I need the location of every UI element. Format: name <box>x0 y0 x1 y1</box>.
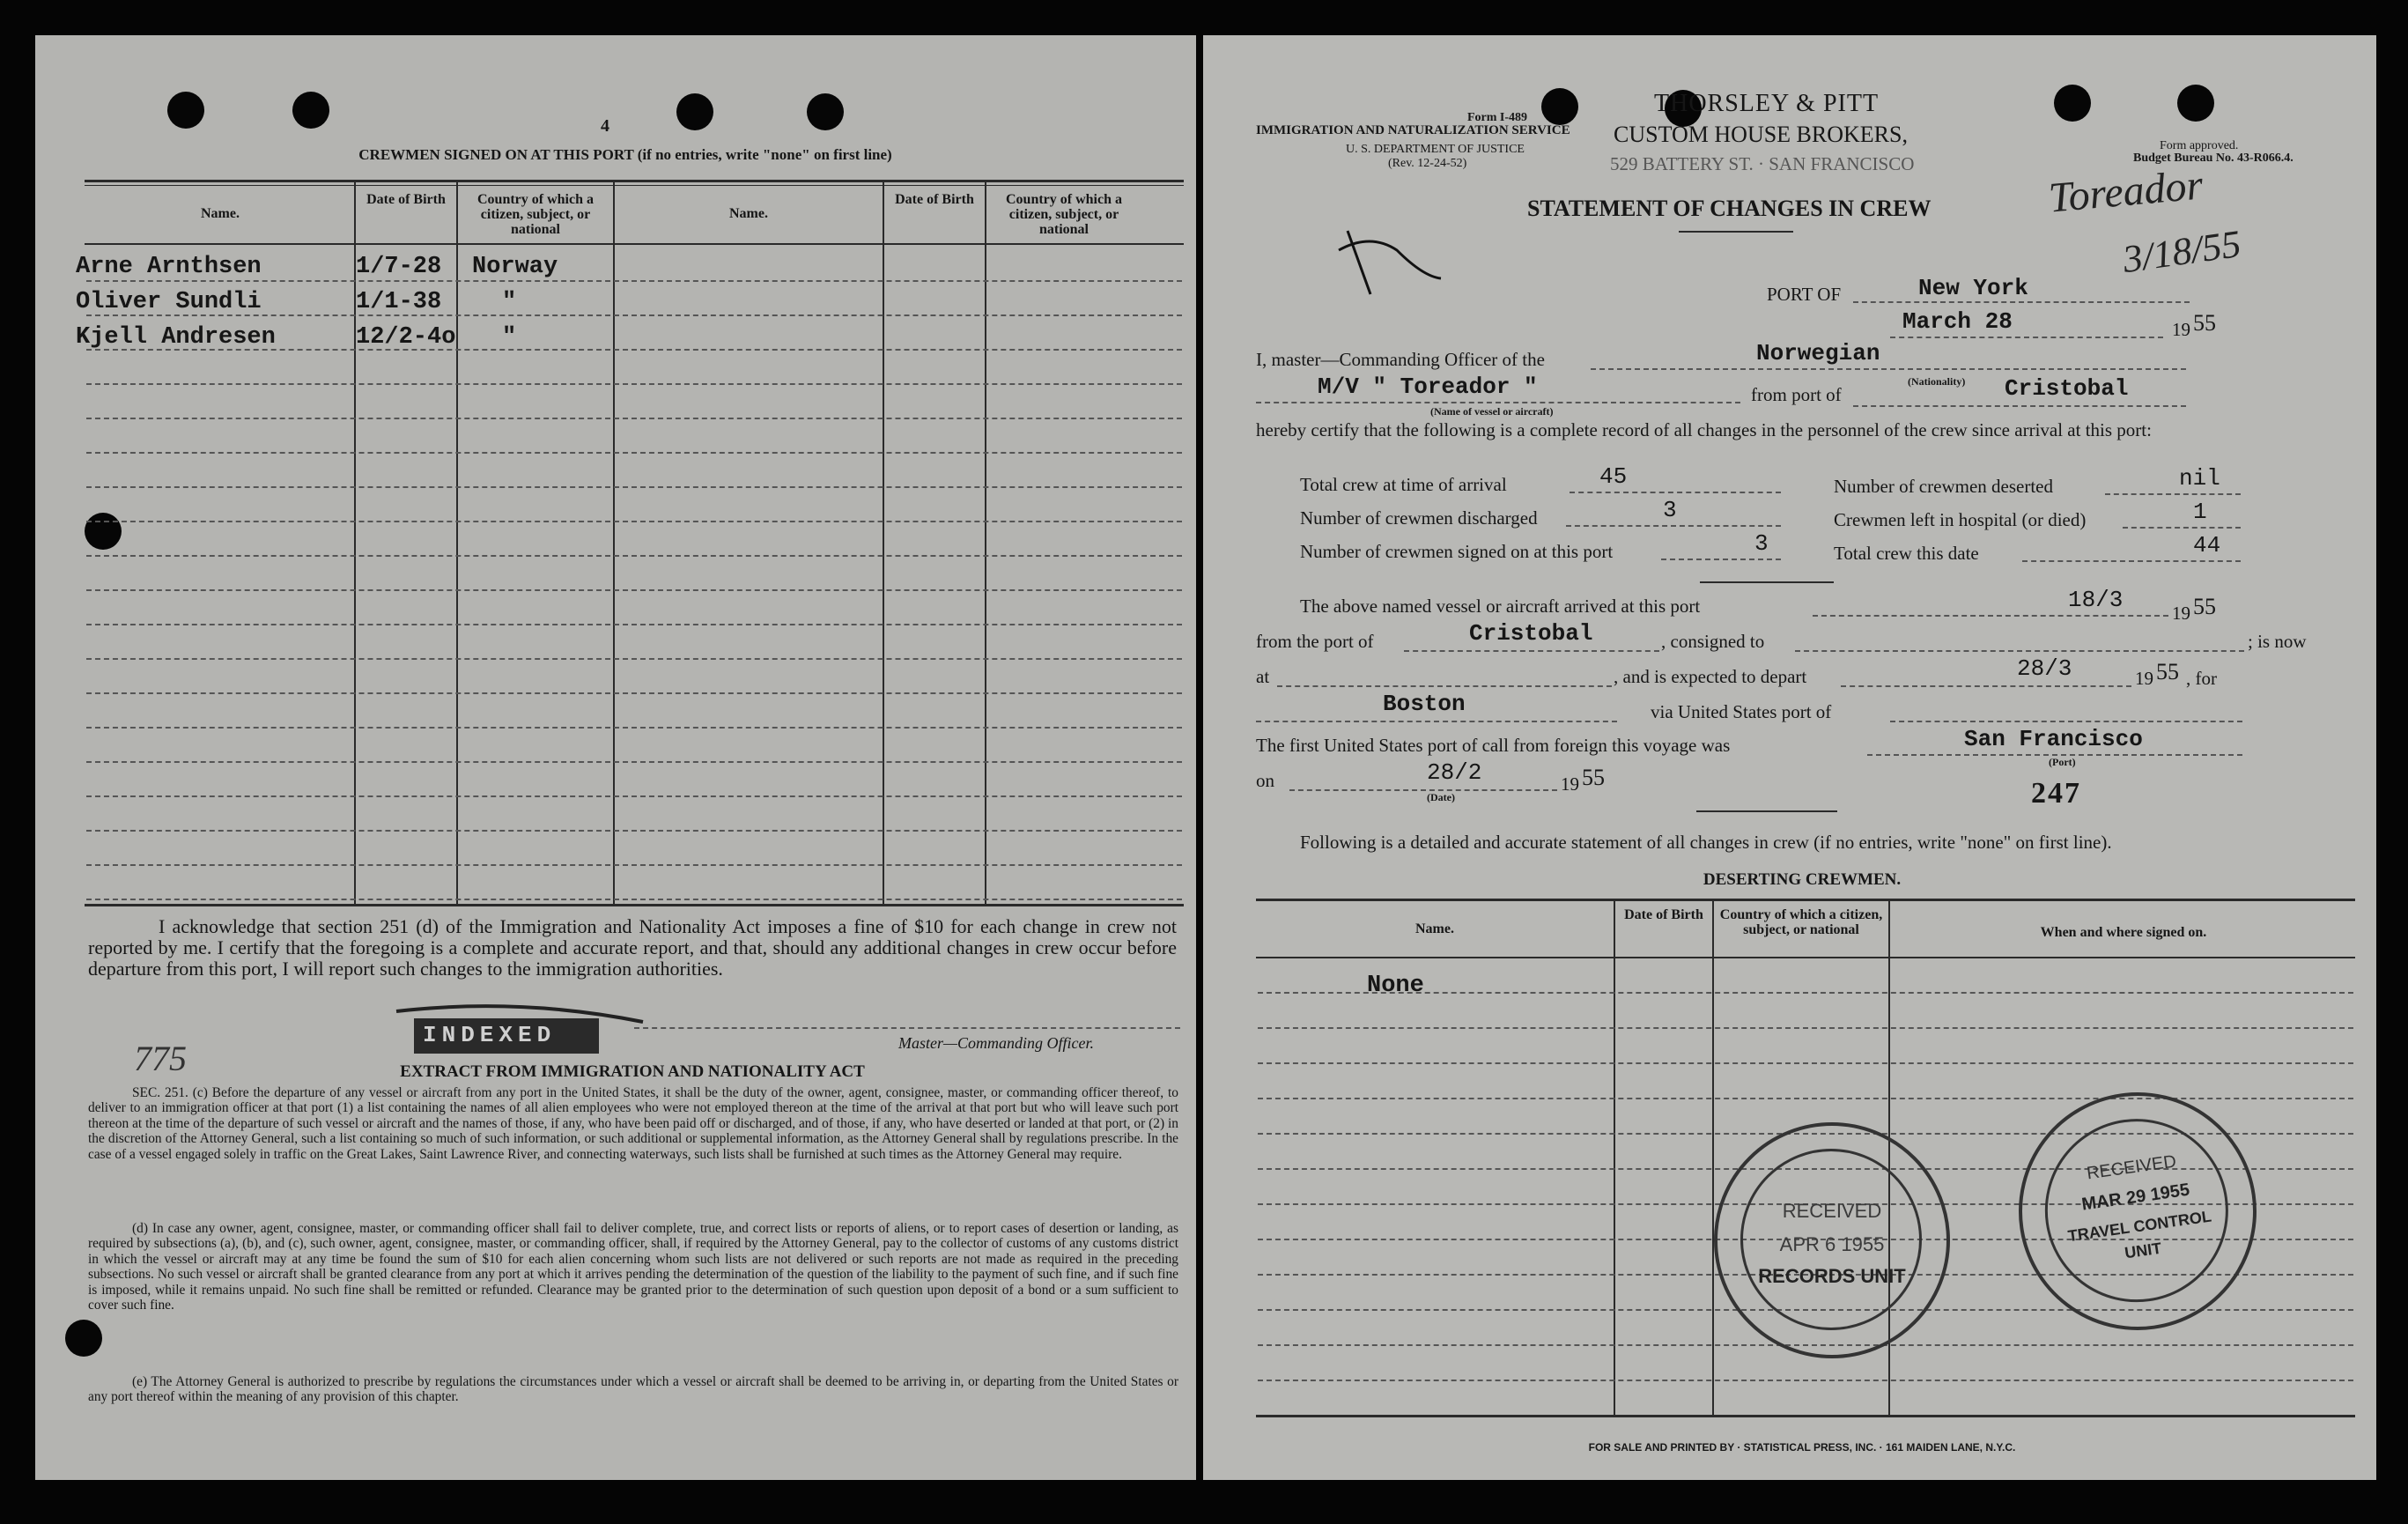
number-247: 247 <box>2031 777 2081 810</box>
row-line <box>86 555 1182 557</box>
consigned-line <box>1795 650 2244 652</box>
nationality-caption: (Nationality) <box>1908 375 1966 388</box>
row-line <box>1258 1380 2353 1381</box>
row-line <box>86 624 1182 625</box>
year-prefix: 19 <box>2172 319 2190 340</box>
travel-control-stamp: RECEIVED MAR 29 1955 TRAVEL CONTROL UNIT <box>2004 1077 2272 1346</box>
year-prefix: 19 <box>2135 668 2153 689</box>
crew-dob: 1/1-38 <box>356 289 442 315</box>
port-label: PORT OF <box>1767 284 1842 305</box>
col-header-country: Country of which a citizen, subject, or national <box>1005 192 1122 237</box>
at-line <box>1277 685 1612 687</box>
punch-hole <box>65 1320 102 1357</box>
stat-line <box>2105 493 2241 495</box>
row-line <box>86 864 1182 866</box>
row-line <box>86 692 1182 694</box>
from-port2-line <box>1404 650 1659 652</box>
via-label: via United States port of <box>1651 701 1832 722</box>
stat-label: Total crew at time of arrival <box>1300 474 1507 495</box>
col-header-country: Country of which a citizen, subject, or national <box>1719 907 1883 937</box>
row-line <box>86 589 1182 591</box>
broker-address: 529 BATTERY ST. · SAN FRANCISCO <box>1610 153 1915 174</box>
col-header-name: Name. <box>729 206 768 221</box>
row-line <box>86 280 1182 282</box>
vessel-line <box>1256 402 1740 403</box>
from-port-value: Cristobal <box>2005 375 2129 402</box>
crew-name: Arne Arnthsen <box>76 254 262 280</box>
handwritten-date: 3/18/55 <box>2120 221 2244 282</box>
row-line <box>86 452 1182 454</box>
table-bottom-rule <box>1256 1415 2355 1417</box>
punch-hole <box>85 513 122 550</box>
punch-hole <box>292 92 329 129</box>
revision: (Rev. 12-24-52) <box>1388 157 1467 170</box>
certify-text: hereby certify that the following is a complete record of all changes in the personnel of the crew since arrival at this port: <box>1256 419 2152 440</box>
on-line <box>1289 789 1557 791</box>
stat-label: Number of crewmen deserted <box>1834 476 2053 497</box>
nationality-value: Norwegian <box>1756 340 1880 366</box>
from-port-line <box>1853 405 2186 407</box>
arrived-line <box>1813 615 2168 617</box>
date-line <box>1890 337 2163 338</box>
from-port-label: from port of <box>1751 384 1842 405</box>
stat-label: Crewmen left in hospital (or died) <box>1834 509 2087 530</box>
form-approved: Form approved. <box>2160 139 2239 152</box>
col-header-dob: Date of Birth <box>895 192 974 207</box>
col-header-name: Name. <box>201 206 240 221</box>
right-page <box>1203 35 2376 1480</box>
from-port2-label: from the port of <box>1256 631 1374 652</box>
broker-line: CUSTOM HOUSE BROKERS, <box>1614 122 1908 147</box>
section-title: CREWMEN SIGNED ON AT THIS PORT (if no entries, write "none" on first line) <box>358 146 892 163</box>
section-251-c: SEC. 251. (c) Before the departure of any vessel or aircraft from any port in the United States, it shall be the duty of the owner, agent, consignee, master, or commanding officer thereof, to deliver to an immigration officer at that port (1) a list containing the names of all alien employees who were not employed thereon at the time of the arrival at that port but who will leave such port thereon at the time of the departure of such vessel or aircraft and the names of those, if any, who have been paid off or discharged, and of those, if any, who have deserted or landed at that port, or (2) in the discretion of the Attorney General, such a list containing so much of such information, or such additional or supplemental information, as the Attorney General shall by regulations prescribe. In the case of a vessel engaged solely in traffic on the Great Lakes, Saint Lawrence River, and connecting waterways, such lists shall be furnished at such times as the Attorney General may require. <box>88 1085 1178 1162</box>
printer-footer: FOR SALE AND PRINTED BY · STATISTICAL PRESS, INC. · 161 MAIDEN LANE, N.Y.C. <box>1588 1441 2016 1454</box>
nationality-line <box>1591 368 2186 370</box>
extract-title: EXTRACT FROM IMMIGRATION AND NATIONALITY ACT <box>400 1062 865 1081</box>
row-line <box>86 899 1182 900</box>
depart-year: 55 <box>2156 659 2179 684</box>
stat-value: 3 <box>1663 497 1677 523</box>
punch-hole <box>807 93 844 130</box>
table-top-rule <box>1256 899 2355 901</box>
crew-country: " <box>502 289 517 315</box>
stat-value: 1 <box>2193 499 2207 525</box>
row-line <box>86 795 1182 797</box>
stat-line <box>2123 527 2241 529</box>
row-line <box>86 521 1182 522</box>
col-divider <box>1712 900 1714 1415</box>
crew-dob: 12/2-4o <box>356 324 456 351</box>
is-now-label: ; is now <box>2248 631 2307 652</box>
port-value: New York <box>1918 275 2028 301</box>
stat-value: nil <box>2179 465 2220 492</box>
indexed-stamp: INDEXED <box>388 1002 652 1059</box>
section-251-d: (d) In case any owner, agent, consignee, master, or commanding officer shall fail to deliver complete, true, and correct lists or reports of aliens, or to report cases of desertion or landing, as required by subsections (a), (b), and (c), such owner, agent, consignee, master, or commanding officer, shall, if required by the Attorney General, pay to the collector of customs of any customs district in which the vessel or aircraft may at any time be found the sum of $10 for each alien concerning whom such lists are not delivered or such reports are not made as required in the preceding subsections. No such vessel or aircraft shall be granted clearance from any port at which it arrives pending the determination of the question of the liability to the payment of such fine, and if such fine is imposed, while it remains unpaid. No such fine shall be remitted or refunded. Clearance may be granted prior to the determination of such question upon deposit of a bond or a sum sufficient to cover such fine. <box>88 1221 1178 1313</box>
deserting-title: DESERTING CREWMEN. <box>1703 870 1902 889</box>
handwritten-vessel: Toreador <box>2047 161 2205 222</box>
stat-line <box>1661 559 1781 560</box>
following-text: Following is a detailed and accurate statement of all changes in crew (if no entries, write "none" on first line). <box>1300 832 2112 853</box>
arrived-year: 55 <box>2193 594 2216 619</box>
crew-country: " <box>502 324 517 351</box>
crew-dob: 1/7-28 <box>356 254 442 280</box>
broker-name: THORSLEY & PITT <box>1654 90 1880 117</box>
at-label: at <box>1256 666 1270 687</box>
vessel-caption: (Name of vessel or aircraft) <box>1430 405 1554 418</box>
title-rule <box>1679 231 1793 233</box>
budget-bureau: Budget Bureau No. 43-R066.4. <box>2133 152 2294 165</box>
signature-line <box>634 1027 1180 1029</box>
date-caption: (Date) <box>1427 791 1455 803</box>
crew-country: Norway <box>472 254 558 280</box>
first-port-value: San Francisco <box>1964 726 2143 752</box>
destination: Boston <box>1383 691 1466 717</box>
page-number: 4 <box>601 116 609 136</box>
arrived-date: 18/3 <box>2068 587 2124 613</box>
col-header-dob: Date of Birth <box>1624 907 1703 922</box>
row-line <box>86 727 1182 729</box>
master-text: I, master—Commanding Officer of the <box>1256 349 1545 370</box>
depart-line <box>1841 685 2131 687</box>
handwritten-mark: 775 <box>134 1039 187 1078</box>
crew-name: Kjell Andresen <box>76 324 276 351</box>
stat-line <box>1566 525 1781 527</box>
stat-value: 45 <box>1599 463 1628 490</box>
stats-rule <box>1700 581 1834 583</box>
crew-name: Oliver Sundli <box>76 289 262 315</box>
destination-line <box>1256 721 1617 722</box>
table-bottom-rule <box>85 904 1184 906</box>
table-top-rule <box>85 180 1184 182</box>
first-port-text: The first United States port of call from foreign this voyage was <box>1256 735 1731 756</box>
col-header-dob: Date of Birth <box>366 192 446 207</box>
table-header-rule <box>1256 957 2355 958</box>
row-line <box>86 486 1182 488</box>
punch-hole <box>676 93 713 130</box>
stat-label: Total crew this date <box>1834 543 1979 564</box>
col-header-name: Name. <box>1415 921 1454 936</box>
department: U. S. DEPARTMENT OF JUSTICE <box>1346 143 1525 156</box>
date-value: March 28 <box>1902 308 2013 335</box>
on-label: on <box>1256 770 1274 791</box>
vessel-value: M/V " Toreador " <box>1318 374 1538 400</box>
depart-date: 28/3 <box>2017 655 2072 682</box>
col-header-signed-on: When and where signed on. <box>2040 925 2207 940</box>
year-prefix: 19 <box>1561 773 1579 795</box>
from-port2-value: Cristobal <box>1469 620 1593 647</box>
row-line <box>86 658 1182 660</box>
stat-line <box>2022 560 2241 562</box>
punch-hole <box>167 92 204 129</box>
year-value: 55 <box>2193 310 2216 336</box>
col-header-country: Country of which a citizen, subject, or national <box>476 192 594 237</box>
col-divider <box>1614 900 1615 1415</box>
port-line <box>1853 301 2190 303</box>
left-page <box>35 35 1196 1480</box>
row-line <box>86 418 1182 419</box>
punch-hole <box>1541 88 1578 125</box>
form-title: STATEMENT OF CHANGES IN CREW <box>1527 196 1932 221</box>
row-line <box>1258 1027 2353 1029</box>
depart-label: , and is expected to depart <box>1614 666 1807 687</box>
records-unit-stamp: RECEIVED APR 6 1955 RECORDS UNIT <box>1714 1122 1950 1358</box>
for-label: , for <box>2186 668 2217 689</box>
row-line <box>1258 1098 2353 1099</box>
on-year: 55 <box>1582 765 1605 790</box>
via-line <box>1890 721 2242 722</box>
divider-rule <box>1696 810 1837 812</box>
desert-entry: None <box>1367 973 1424 999</box>
signature-caption: Master—Commanding Officer. <box>898 1034 1094 1052</box>
punch-hole <box>2177 85 2214 122</box>
table-top-rule <box>85 185 1184 186</box>
agency: IMMIGRATION AND NATURALIZATION SERVICE <box>1256 123 1570 137</box>
year-prefix: 19 <box>2172 603 2190 624</box>
stat-value: 44 <box>2193 532 2221 559</box>
port-caption: (Port) <box>2049 756 2076 768</box>
row-line <box>86 383 1182 385</box>
check-mark <box>1335 224 1450 312</box>
stat-label: Number of crewmen discharged <box>1300 507 1538 529</box>
section-251-e: (e) The Attorney General is authorized to prescribe by regulations the circumstances under which a vessel or aircraft shall be deemed to be arriving in, or departing from the United States or any port thereof within the meaning of any provision of this chapter. <box>88 1374 1178 1405</box>
form-id: Form I-489 <box>1467 111 1528 124</box>
arrived-text: The above named vessel or aircraft arrived at this port <box>1300 596 1701 617</box>
punch-hole <box>2054 85 2091 122</box>
stat-value: 3 <box>1754 530 1769 557</box>
row-line <box>1258 1062 2353 1064</box>
on-date: 28/2 <box>1427 759 1482 786</box>
row-line <box>86 830 1182 832</box>
table-header-rule <box>85 243 1184 245</box>
stat-label: Number of crewmen signed on at this port <box>1300 541 1614 562</box>
acknowledgment-text: I acknowledge that section 251 (d) of the Immigration and Nationality Act imposes a fine of $10 for each change in crew not reported by me. I certify that the foregoing is a complete and accurate report, and that, should any additional changes in crew occur before departure from this port, I will report such changes to the immigration authorities. <box>88 915 1177 980</box>
stat-line <box>1570 492 1781 493</box>
consigned-label: , consigned to <box>1661 631 1765 652</box>
row-line <box>86 761 1182 763</box>
